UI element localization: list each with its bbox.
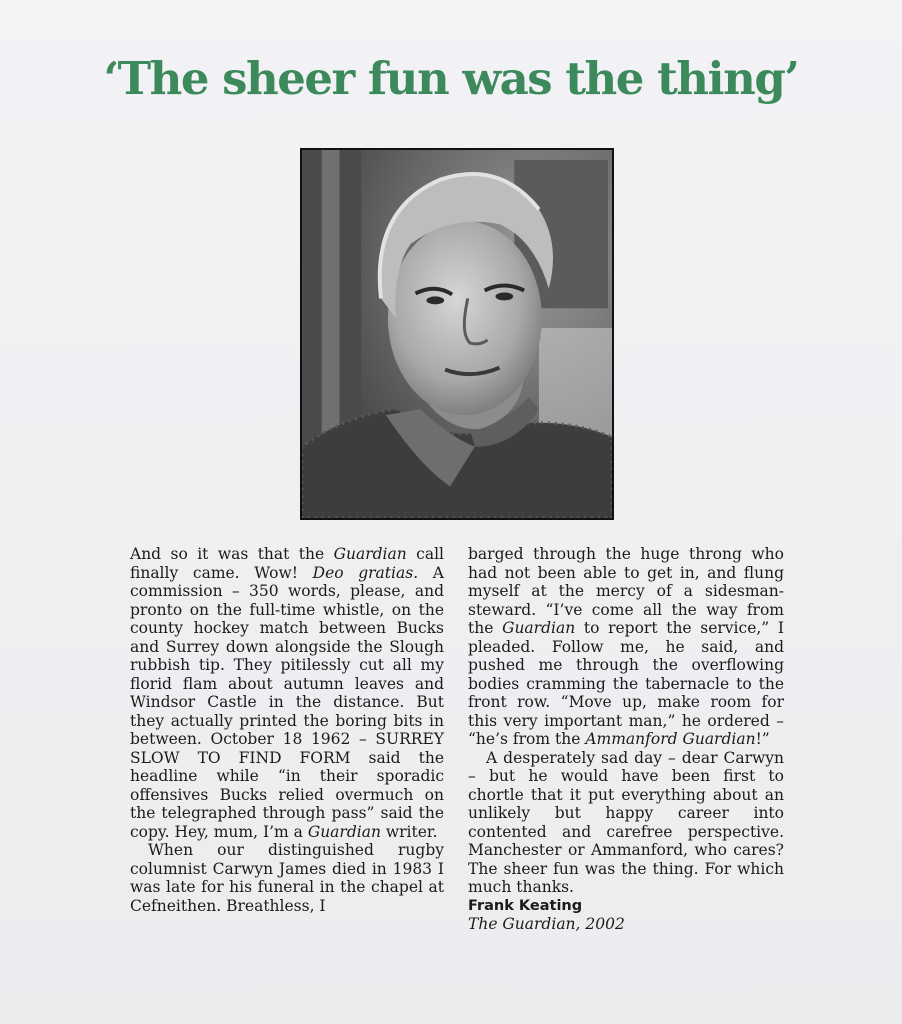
headline: ‘The sheer fun was the thing’ bbox=[103, 52, 799, 105]
paragraph: And so it was that the Guardian call finally came. Wow! Deo gratias. A commission – 350 words, please, and pronto on the full-time whistle, on the county hockey match between Bucks and Surrey down alongside the Slough rubbish tip. They pitilessly cut all my florid flam about autumn leaves and Windsor Castle in the distance. But they actually printed the boring bits in between. October 18 1962 – SURREY SLOW TO FIND FORM said the headline while “in their sporadic offensives Bucks relied overmuch on the telegraphed through pass” said the copy. Hey, mum, I’m a Guardian writer. bbox=[130, 545, 444, 841]
paragraph: When our distinguished rugby columnist Carwyn James died in 1983 I was late for his funeral in the chapel at Cefneithen. Breathless, I bbox=[130, 841, 444, 915]
article-column-left bbox=[130, 545, 444, 915]
portrait-photo-icon bbox=[302, 150, 612, 518]
article-column-right bbox=[468, 545, 784, 934]
paragraph: barged through the huge throng who had not been able to get in, and flung myself at the mercy of a sidesman-steward. “I’ve come all the way from the Guardian to report the service,” I pleaded. Follow me, he said, and pushed me through the overflowing bodies cramming the tabernacle to the front row. “Move up, make room for this very important man,” he ordered – “he’s from the Ammanford Guardian!” bbox=[468, 545, 785, 748]
author-byline: Frank Keating bbox=[468, 897, 583, 914]
paragraph: A desperately sad day – dear Carwyn – but he would have been first to chortle that it put everything about an unlikely but happy career into contented and carefree perspective. Manchester or Ammanford, who cares? The sheer fun was the thing. For which much thanks. bbox=[468, 748, 784, 896]
author-portrait bbox=[300, 148, 614, 520]
source-credit: The Guardian, 2002 bbox=[468, 915, 625, 933]
